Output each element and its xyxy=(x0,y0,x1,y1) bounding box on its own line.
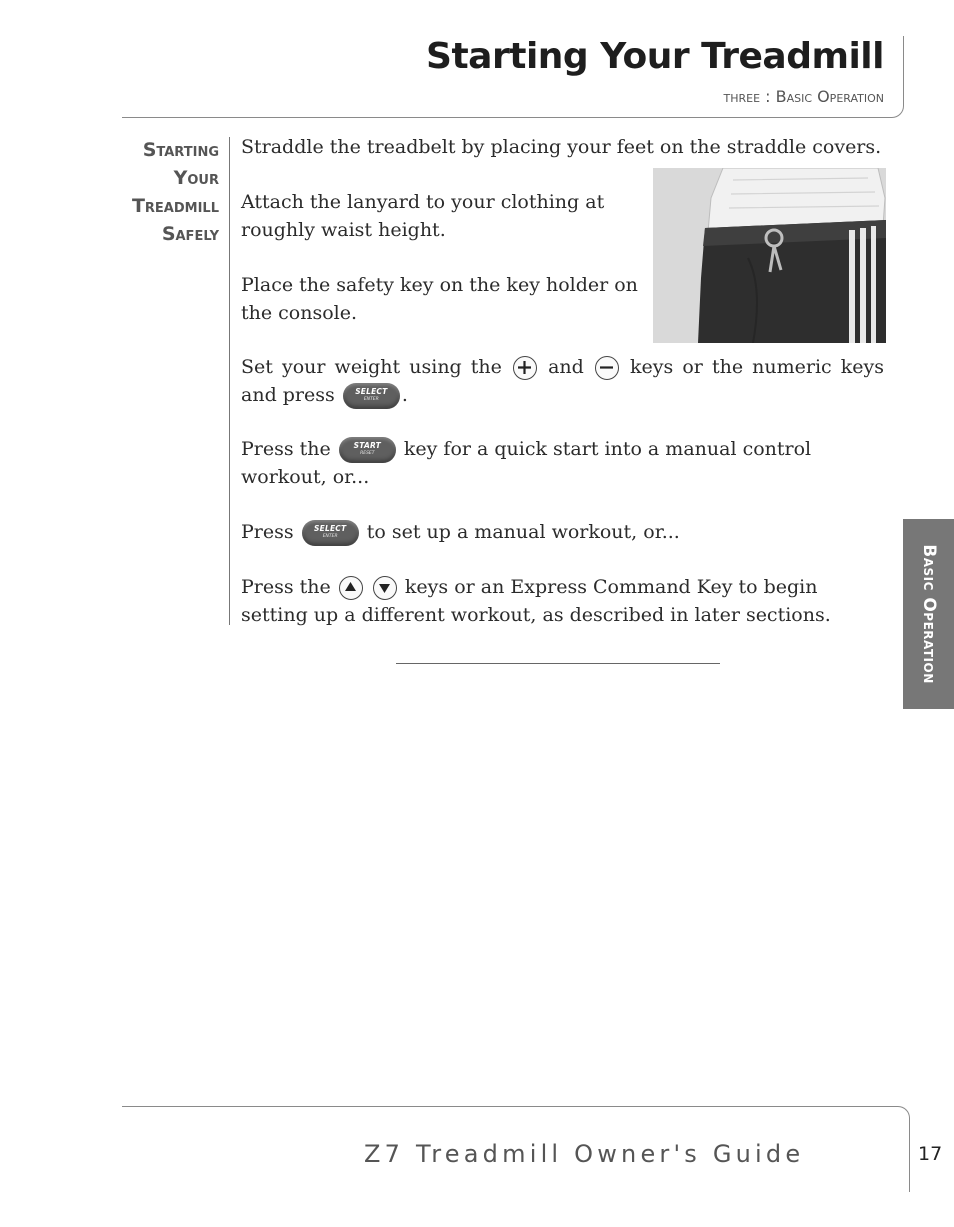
page-title: Starting Your Treadmill xyxy=(426,36,884,77)
enter-key-label: ENTER xyxy=(363,397,379,402)
start-reset-key-icon xyxy=(339,437,396,463)
select-enter-key-icon xyxy=(343,383,400,409)
step-weight-text-d: . xyxy=(401,384,408,406)
step-weight-text-c: keys or the numeric keys and press xyxy=(241,356,885,406)
step-lanyard: Attach the lanyard to your clothing at roughly waist height. xyxy=(241,191,605,241)
step-other-workout xyxy=(241,573,886,629)
section-heading-line: Safely xyxy=(161,223,219,245)
chapter-subtitle: three : Basic Operation xyxy=(723,87,884,106)
enter-key-label: ENTER xyxy=(322,534,338,539)
section-divider-line xyxy=(229,137,230,625)
step-other-text-a: Press the xyxy=(241,576,331,598)
plus-icon xyxy=(513,356,537,380)
lanyard-photo xyxy=(653,168,886,343)
step-straddle: Straddle the treadbelt by placing your feet on the straddle covers. xyxy=(241,136,882,158)
reset-key-label: RESET xyxy=(360,451,375,456)
select-enter-key-icon xyxy=(302,520,359,546)
select-key-label: SELECT xyxy=(314,524,347,533)
step-quick-start xyxy=(241,435,886,491)
step-manual-workout xyxy=(241,518,886,546)
step-manual-text-b: to set up a manual workout, or... xyxy=(366,521,680,543)
start-key-label: START xyxy=(353,441,381,450)
minus-icon xyxy=(595,356,619,380)
down-arrow-icon xyxy=(373,576,397,600)
chapter-side-tab xyxy=(903,519,954,709)
section-heading xyxy=(132,136,219,248)
section-heading-line: Treadmill xyxy=(131,195,219,217)
step-manual-text-a: Press xyxy=(241,521,294,543)
step-other-text-b: keys or an Express Command Key to begin setting up a different workout, as described in later sections. xyxy=(241,576,831,626)
section-heading-line: Starting xyxy=(142,139,219,161)
section-end-divider xyxy=(396,663,720,664)
step-quick-start-text-b: key for a quick start into a manual control workout, or... xyxy=(241,438,812,488)
section-heading-line: Your xyxy=(173,167,219,189)
step-weight-text-b: and xyxy=(548,356,584,378)
step-safety-key: Place the safety key on the key holder on the console. xyxy=(241,274,638,324)
step-weight-text-a: Set your weight using the xyxy=(241,356,502,378)
select-key-label: SELECT xyxy=(355,387,388,396)
step-weight xyxy=(241,353,884,409)
page-number: 17 xyxy=(918,1143,943,1165)
step-quick-start-text-a: Press the xyxy=(241,438,331,460)
chapter-side-tab-label: Basic Operation xyxy=(918,544,939,684)
footer-guide-title: Z7 Treadmill Owner's Guide xyxy=(364,1140,805,1168)
up-arrow-icon xyxy=(339,576,363,600)
